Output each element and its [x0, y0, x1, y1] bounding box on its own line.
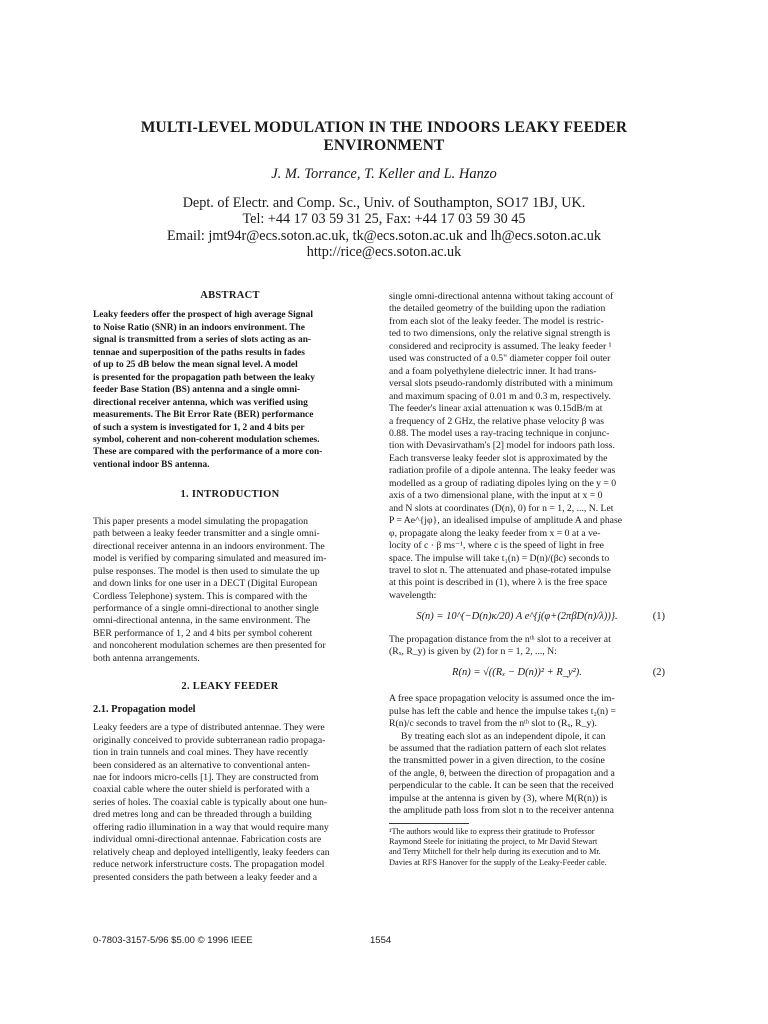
text-line: wavelength:: [389, 589, 437, 601]
text-line: tennae and superposition of the paths results in fades: [93, 347, 305, 358]
text-line: be assumed that the radiation pattern of each slot relates: [389, 742, 607, 754]
text-line: from each slot of the leaky feeder. The model is restric-: [389, 315, 604, 327]
text-line: at this point is described in (1), where λ is the free space: [389, 577, 608, 589]
footnote: [389, 827, 665, 869]
text-line: Cordless Telephone) system. This is compared with the: [93, 590, 308, 602]
equation-2: [389, 667, 665, 679]
text-line: feeder Base Station (BS) antenna and a single omni-: [93, 385, 301, 396]
text-line: BER performance of 1, 2 and 4 bits per symbol coherent: [93, 627, 313, 639]
text-line: ted to two dimensions, only the relative signal strength is: [389, 328, 611, 340]
text-line: axis of a two dimensional plane, with the input at x = 0: [389, 490, 603, 502]
text-line: Leaky feeders are a type of distributed antennae. They were: [93, 722, 325, 734]
text-line: signal is transmitted from a series of slots acting as an-: [93, 335, 312, 346]
text-line: φ, propagate along the leaky feeder from x = 0 at a ve-: [389, 527, 601, 539]
text-line: individual omni-directional antennae. Fabrication costs are: [93, 834, 322, 846]
leaky-feeder-heading: 2. LEAKY FEEDER: [181, 681, 279, 693]
abstract-body: [93, 309, 367, 471]
text-line: the transmitted power in a given direction, to the cosine: [389, 755, 605, 767]
text-line: impulse at the antenna is given by (3), where M(R(n)) is: [389, 792, 608, 804]
text-line: nae for indoors micro-cells [1]. They are constructed from: [93, 771, 319, 783]
text-line: of such a system is investigated for 1, 2 and 4 bits per: [93, 422, 305, 433]
text-line: offering radio illumination in a way that would require many: [93, 821, 329, 833]
text-line: directional receiver antenna, which was verified using: [93, 397, 308, 408]
text-line: been considered as an alternative to conventional anten-: [93, 759, 311, 771]
footnote-line: Davies at RFS Hanover for the supply of the Leaky-Feeder cable.: [389, 857, 607, 867]
equation-number: (1): [652, 611, 665, 623]
url-line: http://rice@ecs.soton.ac.uk: [306, 243, 462, 260]
model-description-body: [389, 291, 665, 602]
abstract-heading: ABSTRACT: [200, 290, 260, 301]
text-line: presented considers the path between a leaky feeder and a: [93, 871, 318, 883]
email-line: Email: jmt94r@ecs.soton.ac.uk, tk@ecs.soton.ac.uk and lh@ecs.soton.ac.uk: [167, 227, 601, 244]
equation-number: (2): [652, 666, 665, 678]
text-line: R(n)/c seconds to travel from the nᵗʰ slot to (Rₓ, R_y).: [389, 718, 597, 730]
text-line: These are compared with the performance of a more con-: [93, 447, 323, 458]
text-line: Leaky feeders offer the prospect of high average Signal: [93, 310, 313, 321]
equation-1: [389, 611, 665, 623]
text-line: the amplitude path loss from slot n to the receiver antenna: [389, 805, 614, 817]
text-line: pulse responses. The model is then used to simulate the up: [93, 565, 320, 577]
right-column: [389, 291, 665, 868]
text-line: model is verified by comparing simulated and measured im-: [93, 553, 327, 565]
distance-body: [389, 634, 665, 659]
text-line: P = Ae^{jφ}, an idealised impulse of amplitude A and phase: [389, 515, 623, 527]
text-line: locity of c · β ms⁻¹, where c is the speed of light in free: [389, 540, 604, 552]
text-line: coaxial cable where the outer shield is perforated with a: [93, 784, 310, 796]
text-line: single omni-directional antenna without taking account of: [389, 291, 614, 302]
text-line: ventional indoor BS antenna.: [93, 459, 210, 470]
velocity-body: [389, 693, 665, 730]
introduction-body: [93, 516, 367, 665]
text-line: considered and reciprocity is assumed. The leaky feeder ¹: [389, 340, 612, 352]
text-line: directional receiver antenna in an indoors environment. The: [93, 540, 325, 552]
text-line: and noncoherent modulation schemes are then presented for: [93, 640, 326, 652]
text-line: perpendicular to the cable. It can be seen that the received: [389, 780, 614, 792]
text-line: path between a leaky feeder transmitter and a single omni-: [93, 528, 320, 540]
title-line: ENVIRONMENT: [323, 137, 445, 154]
text-line: (Rₓ, R_y) is given by (2) for n = 1, 2, ..., N:: [389, 646, 557, 658]
text-line: originally conceived to provide subterranean radio propaga-: [93, 734, 326, 746]
text-line: radiation profile of a dipole antenna. The leaky feeder was: [389, 465, 616, 477]
page-number: 1554: [370, 935, 392, 946]
contact-line: Tel: +44 17 03 59 31 25, Fax: +44 17 03 59 30 45: [242, 211, 526, 228]
text-line: to Noise Ratio (SNR) in an indoors environment. The: [93, 322, 305, 333]
equation-expression: S(n) = 10^(−D(n)κ/20) A e^{j(φ+(2πβD(n)/λ))}.: [416, 611, 618, 623]
text-line: used was constructed of a 0.5" diameter copper foil outer: [389, 353, 611, 365]
text-line: of the angle, θ, between the direction of propagation and a: [389, 767, 615, 779]
propagation-body: [93, 722, 367, 884]
text-line: symbol, coherent and non-coherent modulation schemes.: [93, 434, 320, 445]
text-line: 0.88. The model uses a ray-tracing technique in conjunc-: [389, 427, 610, 439]
author-list: J. M. Torrance, T. Keller and L. Hanzo: [271, 166, 497, 182]
text-line: and maximum spacing of 0.01 m and 0.3 m, respectively.: [389, 390, 611, 402]
text-line: is presented for the propagation path between the leaky: [93, 372, 315, 383]
dipole-body: [389, 731, 665, 818]
introduction-heading: 1. INTRODUCTION: [180, 489, 280, 501]
copyright-line: 0-7803-3157-5/96 $5.00 © 1996 IEEE: [93, 935, 253, 946]
text-line: The propagation distance from the nᵗʰ slot to a receiver at: [389, 633, 611, 645]
text-line: tion with Devasirvatham's [2] model for indoors path loss.: [389, 440, 615, 452]
title-line: MULTI-LEVEL MODULATION IN THE INDOORS LEAKY FEEDER: [140, 119, 628, 136]
text-line: travel to slot n. The attenuated and phase-rotated impulse: [389, 564, 611, 576]
text-line: reduce network inferstructure costs. The propagation model: [93, 859, 325, 871]
text-line: Each transverse leaky feeder slot is approximated by the: [389, 452, 608, 464]
text-line: performance of a single omni-directional to another single: [93, 602, 319, 614]
text-line: series of holes. The coaxial cable is typically about one hun-: [93, 796, 328, 808]
text-line: space. The impulse will take t₁(n) = D(n)/(βc) seconds to: [389, 552, 610, 564]
text-line: omni-directional antenna, in the same environment. The: [93, 615, 311, 627]
text-line: pulse has left the cable and hence the impulse takes t₂(n) =: [389, 705, 616, 717]
text-line: a frequency of 2 GHz, the relative phase velocity β was: [389, 415, 605, 427]
text-line: tion in train tunnels and coal mines. They have recently: [93, 747, 309, 759]
text-line: By treating each slot as an independent dipole, it can: [401, 730, 606, 742]
text-line: versal slots pseudo-randomly distributed with a minimum: [389, 378, 613, 390]
footnote-line: ¹The authors would like to express their gratitude to Professor: [389, 826, 595, 836]
footnote-line: and Terry Mitchell for thelr help during its execution and to Mr.: [389, 847, 601, 857]
affiliation-block: [60, 195, 708, 260]
text-line: both antenna arrangements.: [93, 652, 200, 664]
text-line: and a foam polyethylene dielectric inner. It had trans-: [389, 365, 597, 377]
text-line: of up to 25 dB below the mean signal level. A model: [93, 360, 298, 371]
text-line: the detailed geometry of the building upon the radiation: [389, 303, 606, 315]
text-line: A free space propagation velocity is assumed once the im-: [389, 693, 615, 705]
text-line: dred metres long and can be threaded through a building: [93, 809, 312, 821]
text-line: relatively cheap and deployed intelligently, leaky feeders can: [93, 846, 330, 858]
text-line: and down links for one user in a DECT (Digital European: [93, 578, 318, 590]
footnote-line: Raymond Steele for initiating the project, to Mr David Stewart: [389, 837, 598, 847]
paper-title: [60, 119, 708, 155]
text-line: The feeder's linear axial attenuation κ was 0.15dB/m at: [389, 403, 603, 415]
affiliation-line: Dept. of Electr. and Comp. Sc., Univ. of Southampton, SO17 1BJ, UK.: [182, 195, 586, 211]
text-line: This paper presents a model simulating the propagation: [93, 515, 308, 527]
equation-expression: R(n) = √((Rₓ − D(n))² + R_y²).: [452, 666, 582, 678]
propagation-model-heading: 2.1. Propagation model: [93, 703, 196, 715]
left-column: [93, 290, 367, 884]
text-line: measurements. The Bit Error Rate (BER) performance: [93, 410, 314, 421]
text-line: modelled as a group of radiating dipoles lying on the y = 0: [389, 477, 617, 489]
text-line: and N slots at coordinates (D(n), 0) for n = 1, 2, ..., N. Let: [389, 502, 614, 514]
